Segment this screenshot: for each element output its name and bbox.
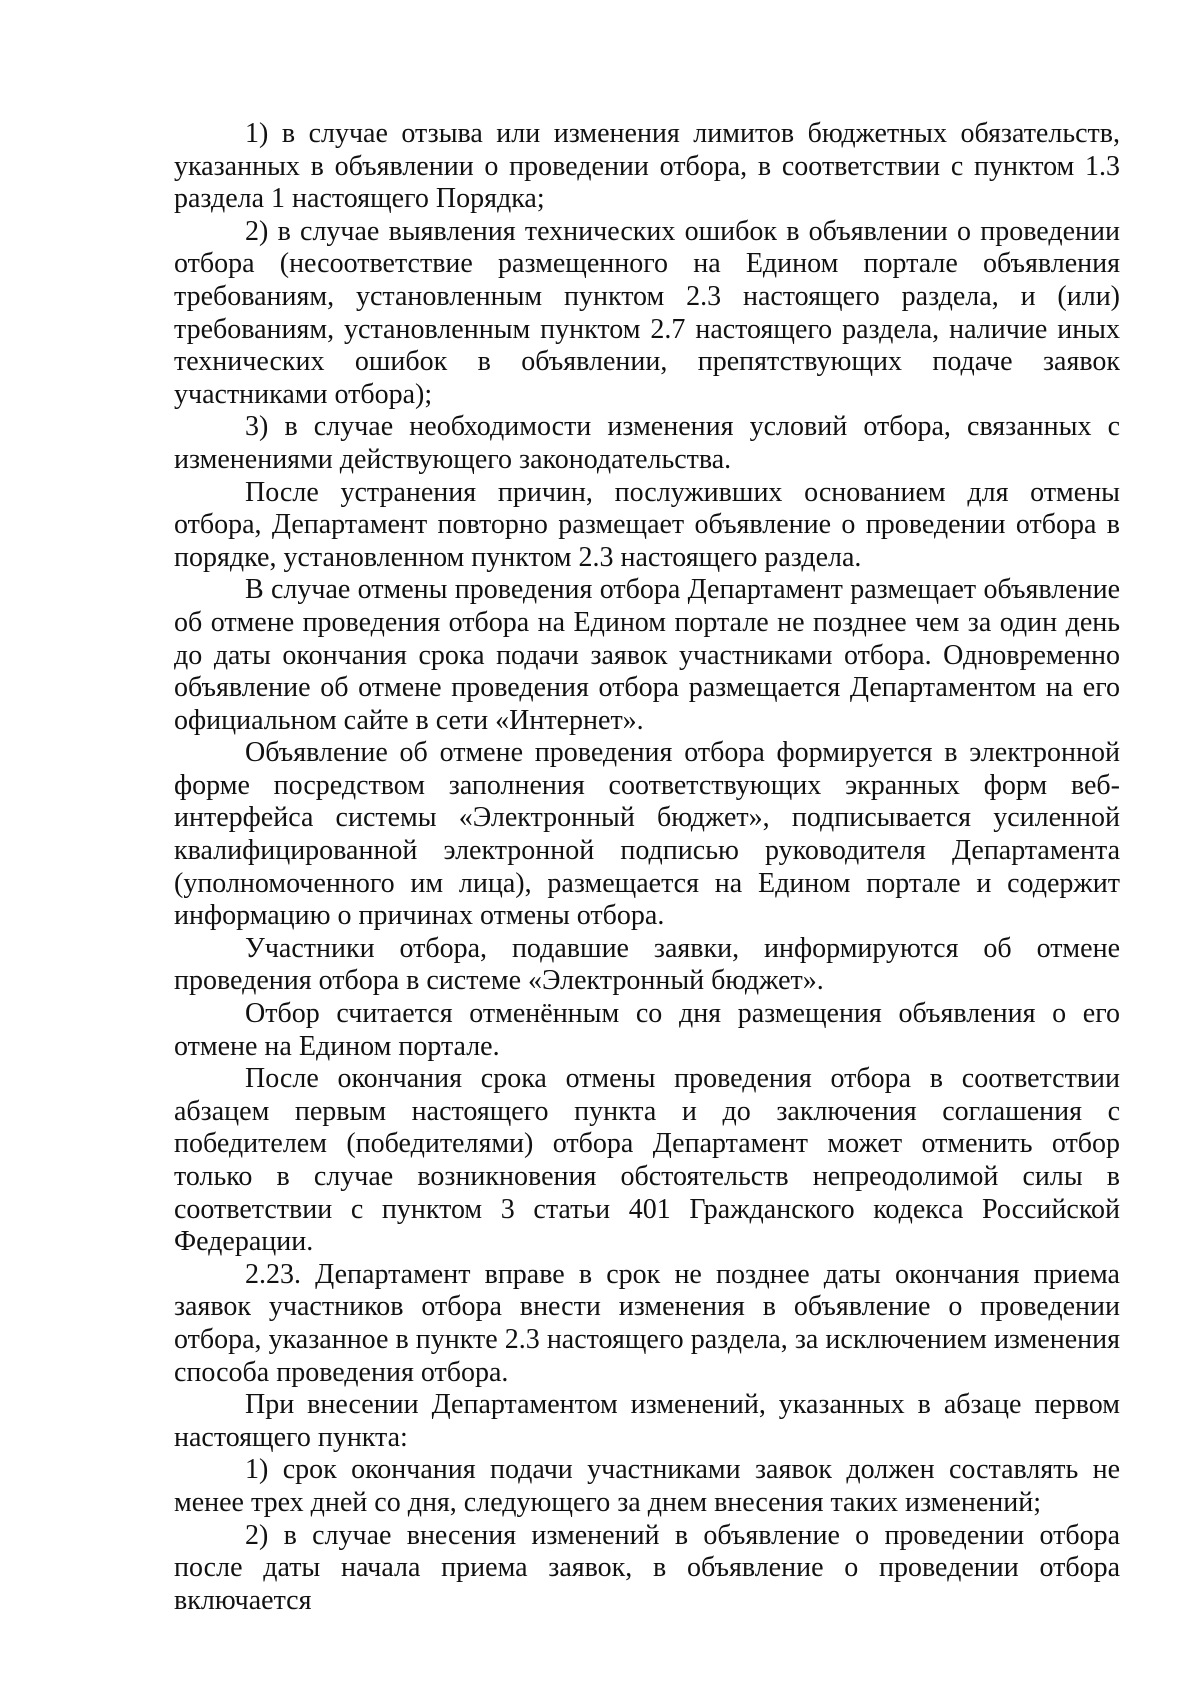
paragraph-1: 1) в случае отзыва или изменения лимитов бюджетных обязательств, указанных в объявлении о проведении отбора, в соответствии с пунктом 1.3 раздела 1 настоящего Порядка; (174, 118, 1120, 215)
paragraph-5: В случае отмены проведения отбора Департамент размещает объявление об отмене проведения отбора на Едином портале не позднее чем за один день до даты окончания срока подачи заявок участниками отбора. Одновременно объявление об отмене проведения отбора размещается Департаментом на его официальном сайте в сети «Интернет». (174, 574, 1120, 736)
document-page (174, 118, 1120, 1617)
paragraph-3: 3) в случае необходимости изменения условий отбора, связанных с изменениями действующего законодательства. (174, 411, 1120, 475)
paragraph-7: Участники отбора, подавшие заявки, информируются об отмене проведения отбора в системе «Электронный бюджет». (174, 932, 1120, 997)
paragraph-2: 2) в случае выявления технических ошибок в объявлении о проведении отбора (несоответствие размещенного на Едином портале объявления требованиям, установленным пунктом 2.3 настоящего раздела, и (или) требованиям, установленным пунктом 2.7 настоящего раздела, наличие иных технических ошибок в объявлении, препятствующих подаче заявок участниками отбора); (174, 215, 1120, 410)
paragraph-4: После устранения причин, послуживших основанием для отмены отбора, Департамент повторно размещает объявление о проведении отбора в порядке, установленном пунктом 2.3 настоящего раздела. (174, 476, 1120, 573)
paragraph-11: При внесении Департаментом изменений, указанных в абзаце первом настоящего пункта: (174, 1389, 1120, 1453)
paragraph-12: 1) срок окончания подачи участниками заявок должен составлять не менее трех дней со дня, следующего за днем внесения таких изменений; (174, 1454, 1120, 1518)
paragraph-6: Объявление об отмене проведения отбора формируется в электронной форме посредством заполнения соответствующих экранных форм веб-интерфейса системы «Электронный бюджет», подписывается усиленной квалифицированной электронной подписью руководителя Департамента (уполномоченного им лица), размещается на Едином портале и содержит информацию о причинах отмены отбора. (174, 737, 1120, 932)
paragraph-13: 2) в случае внесения изменений в объявление о проведении отбора после даты начала приема заявок, в объявление о проведении отбора включается (174, 1519, 1120, 1616)
paragraph-9: После окончания срока отмены проведения отбора в соответствии абзацем первым настоящего пункта и до заключения соглашения с победителем (победителями) отбора Департамент может отменить отбор только в случае возникновения обстоятельств непреодолимой силы в соответствии с пунктом 3 статьи 401 Гражданского кодекса Российской Федерации. (174, 1063, 1120, 1258)
paragraph-10: 2.23. Департамент вправе в срок не позднее даты окончания приема заявок участников отбора внести изменения в объявление о проведении отбора, указанное в пункте 2.3 настоящего раздела, за исключением изменения способа проведения отбора. (174, 1258, 1120, 1388)
paragraph-8: Отбор считается отменённым со дня размещения объявления о его отмене на Едином портале. (174, 998, 1120, 1062)
